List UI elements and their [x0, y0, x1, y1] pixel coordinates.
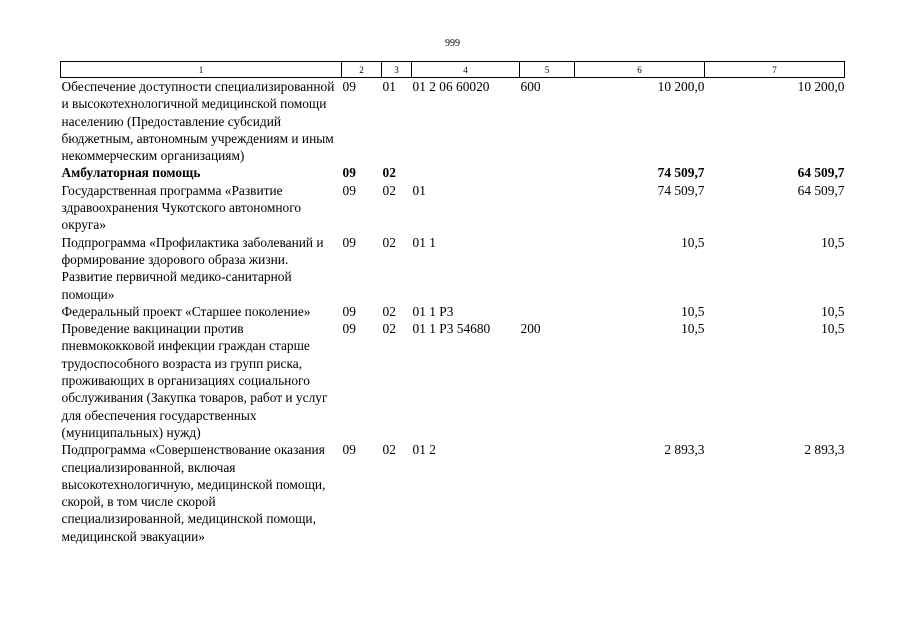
- table-row-section-heading: [61, 164, 845, 181]
- row-subsection: 02: [382, 165, 396, 181]
- row-section: 09: [342, 303, 356, 319]
- row-section: 09: [342, 79, 356, 94]
- column-header-7: 7: [705, 62, 845, 78]
- table-row: [61, 320, 845, 441]
- row-section: 09: [342, 234, 356, 250]
- table-row: [61, 182, 845, 234]
- column-header-3: 3: [382, 62, 412, 78]
- row-subsection: 02: [382, 303, 396, 319]
- row-expense-type: 600: [520, 79, 541, 94]
- column-header-2: 2: [342, 62, 382, 78]
- row-amount-col6: 74 509,7: [657, 182, 705, 198]
- row-expense-type: [520, 164, 575, 181]
- row-expense-type: [520, 303, 575, 320]
- row-target-article: 01 2: [412, 442, 436, 458]
- row-subsection: 02: [382, 442, 396, 458]
- column-header-5: 5: [520, 62, 575, 78]
- row-amount-col7: 10,5: [821, 321, 845, 337]
- page-number: 999: [445, 38, 460, 49]
- row-name: Обеспечение доступности специализированной и высокотехнологичной медицинской помощи населению (Предоставление субсидий бюджетным, автономным учреждениям и иным некоммерческим организациям): [61, 79, 335, 164]
- row-amount-col7: 10,5: [821, 234, 845, 250]
- row-section: 09: [342, 182, 356, 198]
- row-amount-col6: 74 509,7: [657, 165, 705, 181]
- row-expense-type: 200: [520, 321, 541, 337]
- row-amount-col7: 64 509,7: [797, 165, 845, 181]
- row-subsection: 01: [382, 79, 396, 94]
- row-name: Государственная программа «Развитие здравоохранения Чукотского автономного округа»: [61, 182, 302, 233]
- row-target-article: 01 2 06 60020: [412, 79, 490, 94]
- table-row: [61, 78, 845, 165]
- row-amount-col7: 10 200,0: [797, 79, 845, 94]
- table-row: [61, 303, 845, 320]
- row-amount-col6: 10,5: [681, 321, 705, 337]
- table-row: [61, 234, 845, 303]
- row-section: 09: [342, 321, 356, 337]
- row-expense-type: [520, 182, 575, 234]
- column-header-6: 6: [575, 62, 705, 78]
- row-name: Амбулаторная помощь: [61, 165, 201, 181]
- row-target-article: 01 1 P3 54680: [412, 321, 491, 337]
- table-row: [61, 441, 845, 545]
- row-subsection: 02: [382, 321, 396, 337]
- row-target-article: 01 1: [412, 234, 436, 250]
- row-amount-col7: 10,5: [821, 303, 845, 319]
- row-subsection: 02: [382, 182, 396, 198]
- row-name: Федеральный проект «Старшее поколение»: [61, 303, 311, 319]
- row-expense-type: [520, 234, 575, 303]
- column-number-header: [61, 62, 845, 78]
- row-amount-col6: 10,5: [681, 303, 705, 319]
- row-amount-col6: 10,5: [681, 234, 705, 250]
- row-amount-col7: 2 893,3: [804, 442, 845, 458]
- row-subsection: 02: [382, 234, 396, 250]
- row-section: 09: [342, 442, 356, 458]
- budget-table: [60, 61, 845, 545]
- row-target-article: 01 1 P3: [412, 303, 454, 319]
- column-header-1: 1: [61, 62, 342, 78]
- row-name: Подпрограмма «Совершенствование оказания специализированной, включая высокотехнологичную, медицинской помощи, скорой, в том числе скорой специализированной, медицинской помощи, медицинской эвакуации»: [61, 442, 326, 544]
- column-header-4: 4: [412, 62, 520, 78]
- row-amount-col7: 64 509,7: [797, 182, 845, 198]
- row-amount-col6: 10 200,0: [657, 79, 705, 94]
- row-target-article: [412, 164, 520, 181]
- row-expense-type: [520, 441, 575, 545]
- row-amount-col6: 2 893,3: [664, 442, 705, 458]
- row-name: Подпрограмма «Профилактика заболеваний и формирование здорового образа жизни. Развитие первичной медико-санитарной помощи»: [61, 234, 324, 302]
- row-name: Проведение вакцинации против пневмококковой инфекции граждан старше трудоспособного возраста из групп риска, проживающих в организациях социального обслуживания (Закупка товаров, работ и услуг для обеспечения государственных (муниципальных) нужд): [61, 321, 328, 440]
- row-target-article: 01: [412, 182, 426, 198]
- row-section: 09: [342, 165, 356, 181]
